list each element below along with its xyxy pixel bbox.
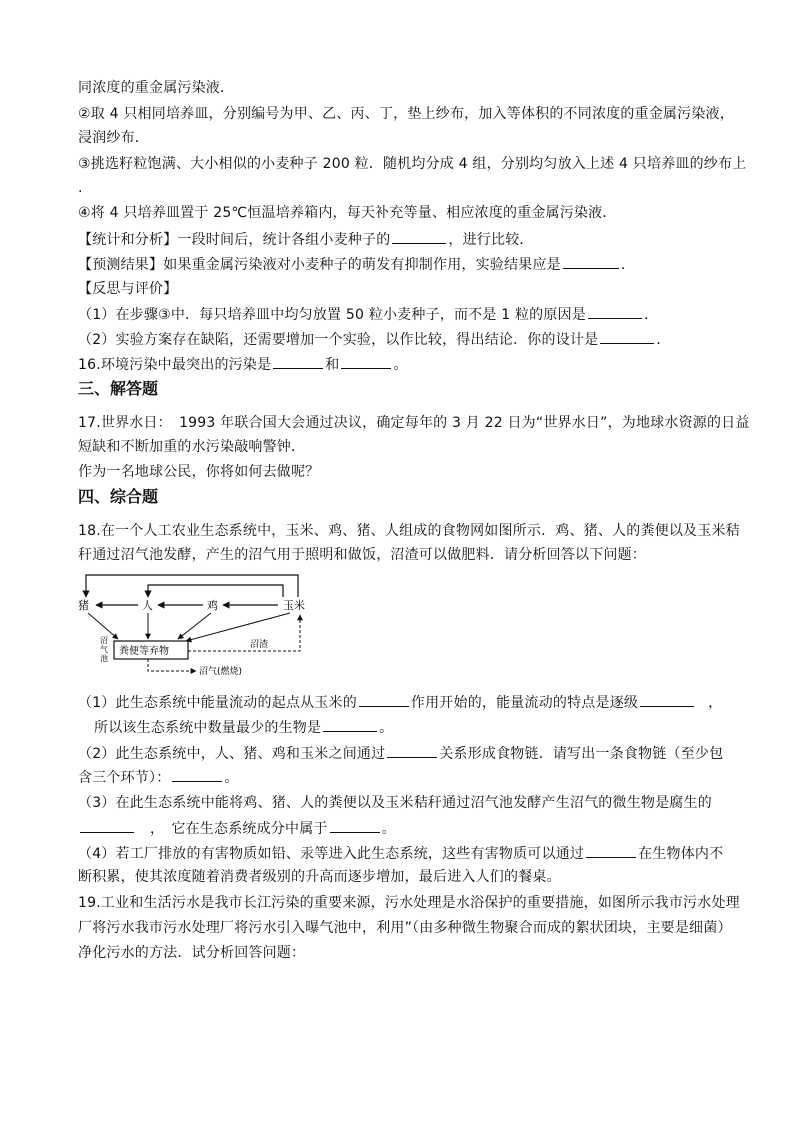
text-line: （3）在此生态系统中能将鸡、猪、人的粪便以及玉米秸秆通过沼气池发酵产生沼气的微生物是腐生的 [78, 795, 712, 811]
text-segment: ． [620, 257, 636, 273]
answer-blank[interactable] [172, 767, 222, 782]
text-segment: （2）实验方案存在缺陷，还需要增加一个实验，以作比较，得出结论．你的设计是 [78, 332, 599, 348]
text-segment: （2）此生态系统中，人、猪、鸡和玉米之间通过 [78, 746, 386, 762]
text-line [78, 767, 239, 788]
text-segment: 作用开始的，能量流动的特点是逐级 [410, 695, 639, 711]
text-segment: ，进行比较． [448, 232, 534, 248]
text-line [78, 304, 658, 325]
text-line: 18.在一个人工农业生态系统中，玉米、鸡、猪、人组成的食物网如图所示．鸡、猪、人的粪便以及玉米秸 [78, 523, 740, 539]
chicken-label: 鸡 [207, 599, 218, 612]
text-line: 断积累，使其浓度随着消费者级别的升高而逐步增加，最后进入人们的餐桌。 [78, 869, 561, 885]
text-line [78, 329, 671, 350]
text-segment: 所以该生态系统中数量最少的生物是 [94, 720, 322, 736]
text-segment: 【预测结果】如果重金属污染液对小麦种子的萌发有抑制作用，实验结果应是 [78, 257, 561, 273]
text-line: 短缺和不断加重的水污染敲响警钟． [78, 439, 306, 455]
text-segment: 。 [224, 770, 239, 786]
section-heading: 三、解答题 [78, 379, 159, 398]
arrow-corn-to-pig [86, 575, 298, 597]
text-segment: 和 [325, 357, 340, 373]
answer-blank[interactable] [588, 304, 642, 319]
text-segment: 含三个环节）： [78, 770, 171, 786]
answer-blank[interactable] [330, 818, 380, 833]
text-segment: （1）在步骤③中．每只培养皿中均匀放置 50 粒小麦种子，而不是 1 粒的原因是 [78, 307, 586, 323]
text-line [94, 717, 393, 738]
text-segment: （4）若工厂排放的有害物质如铅、汞等进入此生态系统，这些有害物质可以通过 [78, 846, 585, 862]
text-segment: ． [656, 332, 671, 348]
text-line [78, 229, 534, 250]
text-line: 秆通过沼气池发酵，产生的沼气用于照明和做饭，沼渣可以做肥料．请分析回答以下问题： [78, 547, 646, 563]
text-segment: ， [708, 695, 723, 711]
text-line: 17.世界水日： 1993 年联合国大会通过决议，确定每年的 3 月 22 日为“世界水日”，为地球水资源的日益 [78, 415, 750, 431]
answer-blank[interactable] [323, 717, 377, 732]
text-line [78, 254, 635, 275]
waste-label: 粪便等弃物 [119, 646, 169, 657]
food-web-diagram [78, 567, 338, 677]
residue-label: 沼渣 [250, 640, 269, 650]
text-line: 净化污水的方法．试分析回答问题： [78, 945, 306, 961]
text-line: 同浓度的重金属污染液． [78, 80, 235, 96]
section-heading: 四、综合题 [78, 487, 159, 506]
text-segment: 【统计和分析】一段时间后，统计各组小麦种子的 [78, 232, 391, 248]
text-line [78, 843, 723, 864]
answer-blank[interactable] [640, 692, 694, 707]
biogas-label: 沼气(燃烧) [199, 667, 243, 677]
answer-blank[interactable] [341, 354, 391, 369]
text-line: ③挑选籽粒饱满、大小相似的小麦种子 200 粒．随机均分成 4 组，分别均匀放入上述 4 只培养皿的纱布上 [78, 156, 747, 172]
biogas-tank-label-3: 池 [100, 654, 108, 663]
biogas-tank-label-2: 气 [100, 645, 108, 654]
text-line [78, 743, 723, 764]
answer-blank[interactable] [563, 254, 619, 269]
arrow-corn-to-waste [186, 613, 290, 641]
text-segment: 在生物体内不 [638, 846, 724, 862]
text-line: 19.工业和生活污水是我市长江污染的重要来源，污水处理是水浴保护的重要措施，如图所示我市污水处理 [78, 895, 740, 911]
arrow-residue-to-corn [188, 615, 300, 651]
text-segment: ． [643, 307, 659, 323]
answer-blank[interactable] [273, 354, 323, 369]
arrow-biogas-out [148, 659, 196, 671]
text-line: 【反思与评价】 [78, 281, 178, 297]
answer-blank[interactable] [600, 329, 654, 344]
person-label: 人 [142, 599, 153, 612]
text-line: . [78, 180, 83, 196]
biogas-tank-label-1: 沼 [100, 636, 108, 645]
text-line: ②取 4 只相同培养皿，分别编号为甲、乙、丙、丁，垫上纱布，加入等体积的不同浓度的重金属污染液， [78, 106, 734, 122]
text-line [78, 354, 408, 375]
answer-blank[interactable] [359, 692, 409, 707]
text-line [78, 818, 396, 839]
answer-blank[interactable] [392, 229, 446, 244]
text-segment: 关系形成食物链．请写出一条食物链（至少包 [439, 746, 724, 762]
text-segment: 。 [379, 720, 394, 736]
text-line: 浸润纱布． [78, 130, 149, 146]
text-line: 作为一名地球公民，你将如何去做呢？ [78, 464, 320, 480]
text-line: ④将 4 只培养皿置于 25℃恒温培养箱内，每天补充等量、相应浓度的重金属污染液． [78, 205, 617, 221]
text-segment: ， 它在生态系统成分中属于 [150, 821, 328, 837]
answer-blank[interactable] [387, 743, 437, 758]
text-segment: （1）此生态系统中能量流动的起点从玉米的 [78, 695, 357, 711]
answer-blank[interactable] [80, 818, 134, 833]
text-line: 厂将污水我市污水处理厂将污水引入曝气池中，利用”（由多种微生物聚合而成的絮状团块，主要是细菌） [78, 920, 732, 936]
text-segment: 16.环境污染中最突出的污染是 [78, 357, 272, 373]
pig-label: 猪 [78, 599, 89, 612]
corn-label: 玉米 [283, 599, 305, 612]
text-line [78, 692, 722, 713]
answer-blank[interactable] [586, 843, 636, 858]
text-segment: 。 [393, 357, 408, 373]
arrow-corn-to-person [148, 585, 283, 597]
text-segment: 。 [381, 821, 396, 837]
